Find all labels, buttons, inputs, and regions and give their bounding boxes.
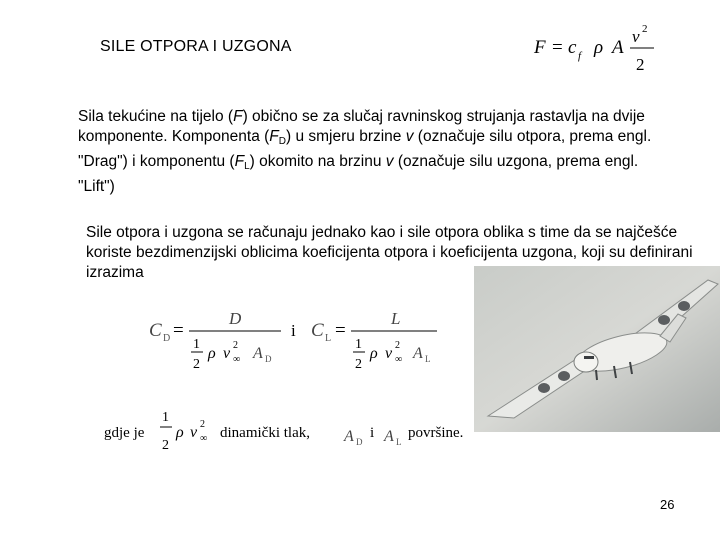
cd-sub: D — [163, 333, 171, 344]
formula-c: c — [568, 37, 577, 58]
bottom-rho: ρ — [176, 424, 184, 441]
cl-sub: L — [325, 333, 332, 344]
cd-v-exp: 2 — [233, 340, 238, 351]
coefficient-formulas — [145, 306, 445, 376]
cd-v: v — [223, 345, 231, 362]
and-word: i — [291, 321, 296, 340]
cl-rho: ρ — [370, 345, 378, 362]
slide-title: SILE OTPORA I UZGONA — [100, 38, 292, 55]
cd-half-den: 2 — [193, 357, 200, 372]
cl-half-den: 2 — [355, 357, 362, 372]
drag-force-formula — [532, 18, 662, 78]
coefficients-paragraph: Sile otpora i uzgona se računaju jednako kao i sile otpora oblika s time da se najčešće koriste bezdimenzijski oblicima koeficijenta otpora i koeficijenta uzgona, koji su definirani izrazima — [86, 224, 693, 281]
cl-A-sub: L — [425, 354, 431, 364]
cl-lhs: C — [311, 320, 324, 341]
bottom-v: v — [190, 424, 198, 441]
cd-lhs: C — [149, 320, 162, 341]
cd-A-sub: D — [265, 354, 272, 364]
bottom-half-num: 1 — [162, 410, 169, 425]
cl-v-sub: ∞ — [395, 354, 403, 365]
bottom-A-l-sub: L — [396, 437, 402, 447]
cd-rho: ρ — [208, 345, 216, 362]
dynamic-pressure-line — [100, 405, 478, 457]
formula-eq: = — [552, 37, 563, 58]
bottom-half-den: 2 — [162, 438, 169, 453]
cd-v-sub: ∞ — [233, 354, 241, 365]
page-number: 26 — [660, 497, 675, 512]
formula-c-sub: f — [578, 50, 582, 62]
cd-num: D — [229, 309, 242, 328]
cd-A: A — [253, 345, 263, 362]
formula-F: F — [534, 37, 546, 58]
formula-rho: ρ — [594, 37, 604, 58]
bottom-A-d: A — [344, 428, 354, 445]
intro-paragraph: Sila tekućine na tijelo (F) obično se za slučaj ravninskog strujanja rastavlja na dvije komponente. Komponenta $(F_D)$ u smjeru brzine v (označuje silu otpora, prema engl. "Drag") i komponentu $(F_L)$ okomito na brzinu v (označuje silu uzgona, prema engl. "Lift") — [78, 108, 652, 195]
formula-num: v — [632, 27, 640, 46]
povrsine-text: površine. — [408, 425, 464, 441]
bottom-v-sub: ∞ — [200, 433, 208, 444]
cl-num: L — [391, 309, 401, 328]
cl-eq: = — [335, 320, 346, 341]
bottom-A-d-sub: D — [356, 437, 363, 447]
cl-A: A — [413, 345, 423, 362]
gdje-je-text: gdje je — [104, 425, 145, 441]
bottom-v-exp: 2 — [200, 419, 205, 430]
cl-v-exp: 2 — [395, 340, 400, 351]
cl-v: v — [385, 345, 393, 362]
cl-half-num: 1 — [355, 337, 362, 352]
bottom-A-l: A — [384, 428, 394, 445]
dynamic-pressure-text: dinamički tlak, — [220, 425, 310, 441]
cd-half-num: 1 — [193, 337, 200, 352]
formula-num-exp: 2 — [642, 23, 648, 35]
formula-A: A — [612, 37, 624, 58]
bottom-and: i — [370, 425, 375, 441]
cd-eq: = — [173, 320, 184, 341]
formula-den: 2 — [636, 55, 645, 74]
airplane-photo — [474, 266, 720, 432]
